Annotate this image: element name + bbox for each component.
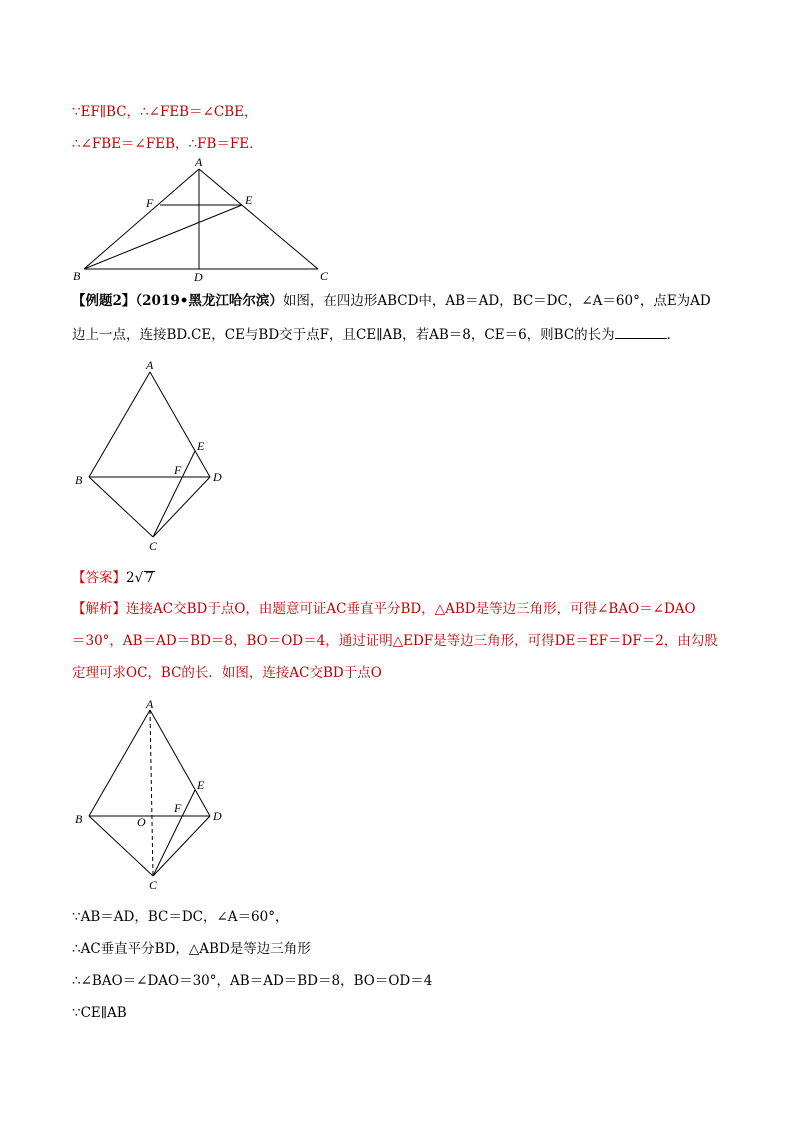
fig1-label-B: B — [73, 269, 81, 283]
fig2-label-B: B — [75, 473, 83, 487]
fig1-label-F: F — [146, 196, 154, 210]
fig2-label-E: E — [197, 439, 205, 453]
fig3-seg-AC-dashed — [150, 710, 153, 876]
example-text-1: 如图，在四边形ABCD中，AB＝AD，BC＝DC，∠A＝60°，点E为AD — [282, 293, 711, 309]
analysis-line-3: 定理可求OC，BC的长．如图，连接AC交BD于点O — [72, 665, 382, 681]
analysis-text-1: 连接AC交BD于点O，由题意可证AC垂直平分BD，△ABD是等边三角形，可得∠BAO＝∠DAO — [126, 601, 696, 617]
fig3-seg-DC — [153, 816, 210, 876]
fig3-label-D: D — [213, 809, 222, 823]
fig2-label-A: A — [146, 358, 154, 372]
answer-radicand: 7 — [145, 570, 154, 586]
fig1-label-E: E — [245, 193, 253, 207]
example-source: （2019•黑龙江哈尔滨） — [135, 293, 283, 309]
proof-line-3: ∴∠BAO＝∠DAO＝30°，AB＝AD＝BD＝8，BO＝OD＝4 — [72, 973, 433, 989]
proof-line-1: ∵AB＝AD，BC＝DC，∠A＝60°， — [72, 909, 289, 925]
fig3-label-B: B — [75, 812, 83, 826]
answer-tag: 【答案】 — [72, 570, 126, 586]
fig2-label-D: D — [213, 470, 222, 484]
fig3-label-F: F — [174, 801, 182, 815]
solution-line-2: ∴∠FBE＝∠FEB，∴FB＝FE． — [72, 136, 263, 152]
fig1-label-D: D — [194, 270, 203, 284]
fig3-label-O: O — [137, 815, 146, 829]
analysis-tag: 【解析】 — [72, 601, 126, 617]
fig2-label-C: C — [149, 539, 158, 553]
fig1-label-A: A — [195, 155, 203, 169]
fig3-seg-AB — [89, 710, 150, 816]
proof-line-2: ∴AC垂直平分BD，△ABD是等边三角形 — [72, 941, 311, 957]
example-text-2: 边上一点，连接BD.CE，CE与BD交于点F，且CE∥AB，若AB＝8，CE＝6，则BC的长为 — [72, 327, 615, 343]
fig3-label-E: E — [197, 778, 205, 792]
fig3-label-A: A — [146, 697, 154, 711]
proof-line-4: ∵CE∥AB — [72, 1005, 127, 1021]
fig2-label-F: F — [174, 463, 182, 477]
sqrt-sign: √ — [134, 570, 144, 586]
solution-line-1: ∵EF∥BC，∴∠FEB＝∠CBE， — [72, 104, 258, 120]
analysis-line-2: ＝30°，AB＝AD＝BD＝8，BO＝OD＝4，通过证明△EDF是等边三角形，可得DE＝EF＝DF＝2，由勾股 — [72, 633, 718, 649]
fig3-label-C: C — [149, 878, 158, 892]
example-tag: 【例题2】 — [72, 293, 136, 309]
fig1-label-C: C — [320, 269, 329, 283]
example-text-2-end: ． — [666, 327, 681, 343]
answer-coef: 2 — [126, 570, 135, 586]
